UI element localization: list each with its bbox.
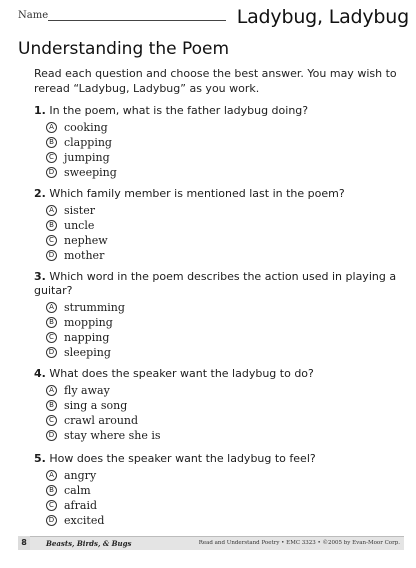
bubble-icon[interactable]: B xyxy=(46,137,57,148)
bubble-icon[interactable]: A xyxy=(46,205,57,216)
option-text: mopping xyxy=(64,316,113,329)
answer-option[interactable] xyxy=(46,428,404,443)
answer-option[interactable] xyxy=(46,483,404,498)
question-text: In the poem, what is the father ladybug doing? xyxy=(49,104,309,117)
page-footer xyxy=(18,536,404,550)
option-text: fly away xyxy=(64,384,110,397)
option-text: nephew xyxy=(64,234,108,247)
name-line xyxy=(48,20,226,21)
option-text: strumming xyxy=(64,301,125,314)
answer-option[interactable] xyxy=(46,413,404,428)
option-text: uncle xyxy=(64,219,95,232)
answer-options xyxy=(46,120,404,180)
answer-option[interactable] xyxy=(46,383,404,398)
question-text: Which family member is mentioned last in the poem? xyxy=(49,187,345,200)
option-text: sister xyxy=(64,204,95,217)
option-text: calm xyxy=(64,484,91,497)
answer-options xyxy=(46,468,404,528)
bubble-icon[interactable]: B xyxy=(46,400,57,411)
bubble-icon[interactable]: D xyxy=(46,430,57,441)
bubble-icon[interactable]: A xyxy=(46,302,57,313)
question-2 xyxy=(34,187,404,263)
answer-option[interactable] xyxy=(46,513,404,528)
answer-option[interactable] xyxy=(46,300,404,315)
answer-option[interactable] xyxy=(46,203,404,218)
answer-option[interactable] xyxy=(46,218,404,233)
answer-options xyxy=(46,203,404,263)
option-text: angry xyxy=(64,469,97,482)
bubble-icon[interactable]: C xyxy=(46,415,57,426)
question-5 xyxy=(34,452,404,528)
answer-option[interactable] xyxy=(46,135,404,150)
answer-option[interactable] xyxy=(46,315,404,330)
bubble-icon[interactable]: B xyxy=(46,220,57,231)
question-number: 4. xyxy=(34,367,46,380)
copyright-credits: Read and Understand Poetry • EMC 3323 • ©2005 by Evan-Moor Corp. xyxy=(198,540,400,546)
option-text: clapping xyxy=(64,136,112,149)
answer-option[interactable] xyxy=(46,468,404,483)
option-text: sing a song xyxy=(64,399,128,412)
option-text: stay where she is xyxy=(64,429,161,442)
bubble-icon[interactable]: A xyxy=(46,470,57,481)
book-title: Beasts, Birds, & Bugs xyxy=(46,539,132,548)
bubble-icon[interactable]: B xyxy=(46,317,57,328)
option-text: crawl around xyxy=(64,414,139,427)
bubble-icon[interactable]: C xyxy=(46,500,57,511)
bubble-icon[interactable]: A xyxy=(46,385,57,396)
bubble-icon[interactable]: D xyxy=(46,347,57,358)
answer-option[interactable] xyxy=(46,120,404,135)
answer-option[interactable] xyxy=(46,398,404,413)
option-text: afraid xyxy=(64,499,98,512)
option-text: jumping xyxy=(64,151,110,164)
name-label: Name xyxy=(18,10,49,21)
question-text: How does the speaker want the ladybug to feel? xyxy=(49,452,316,465)
question-3 xyxy=(34,270,404,360)
question-number: 3. xyxy=(34,270,46,283)
option-text: sweeping xyxy=(64,166,117,179)
answer-option[interactable] xyxy=(46,345,404,360)
question-text: What does the speaker want the ladybug to do? xyxy=(49,367,314,380)
option-text: napping xyxy=(64,331,110,344)
worksheet-title: Ladybug, Ladybug xyxy=(236,6,409,28)
question-4 xyxy=(34,367,404,443)
bubble-icon[interactable]: C xyxy=(46,152,57,163)
question-number: 2. xyxy=(34,187,46,200)
instructions: Read each question and choose the best answer. You may wish to reread “Ladybug, Ladybug” as you work. xyxy=(34,67,397,95)
section-heading: Understanding the Poem xyxy=(18,39,230,59)
answer-option[interactable] xyxy=(46,165,404,180)
question-number: 1. xyxy=(34,104,46,117)
answer-option[interactable] xyxy=(46,150,404,165)
footer-band xyxy=(30,536,404,550)
question-1 xyxy=(34,104,404,180)
worksheet-header xyxy=(18,6,413,30)
bubble-icon[interactable]: A xyxy=(46,122,57,133)
option-text: mother xyxy=(64,249,105,262)
option-text: cooking xyxy=(64,121,108,134)
bubble-icon[interactable]: C xyxy=(46,235,57,246)
bubble-icon[interactable]: D xyxy=(46,250,57,261)
page-number: 8 xyxy=(18,536,30,550)
question-number: 5. xyxy=(34,452,46,465)
answer-option[interactable] xyxy=(46,233,404,248)
bubble-icon[interactable]: D xyxy=(46,167,57,178)
bubble-icon[interactable]: C xyxy=(46,332,57,343)
answer-option[interactable] xyxy=(46,248,404,263)
bubble-icon[interactable]: D xyxy=(46,515,57,526)
answer-options xyxy=(46,383,404,443)
bubble-icon[interactable]: B xyxy=(46,485,57,496)
answer-options xyxy=(46,300,404,360)
option-text: sleeping xyxy=(64,346,111,359)
option-text: excited xyxy=(64,514,105,527)
question-text: Which word in the poem describes the action used in playing a guitar? xyxy=(34,270,397,297)
answer-option[interactable] xyxy=(46,330,404,345)
answer-option[interactable] xyxy=(46,498,404,513)
